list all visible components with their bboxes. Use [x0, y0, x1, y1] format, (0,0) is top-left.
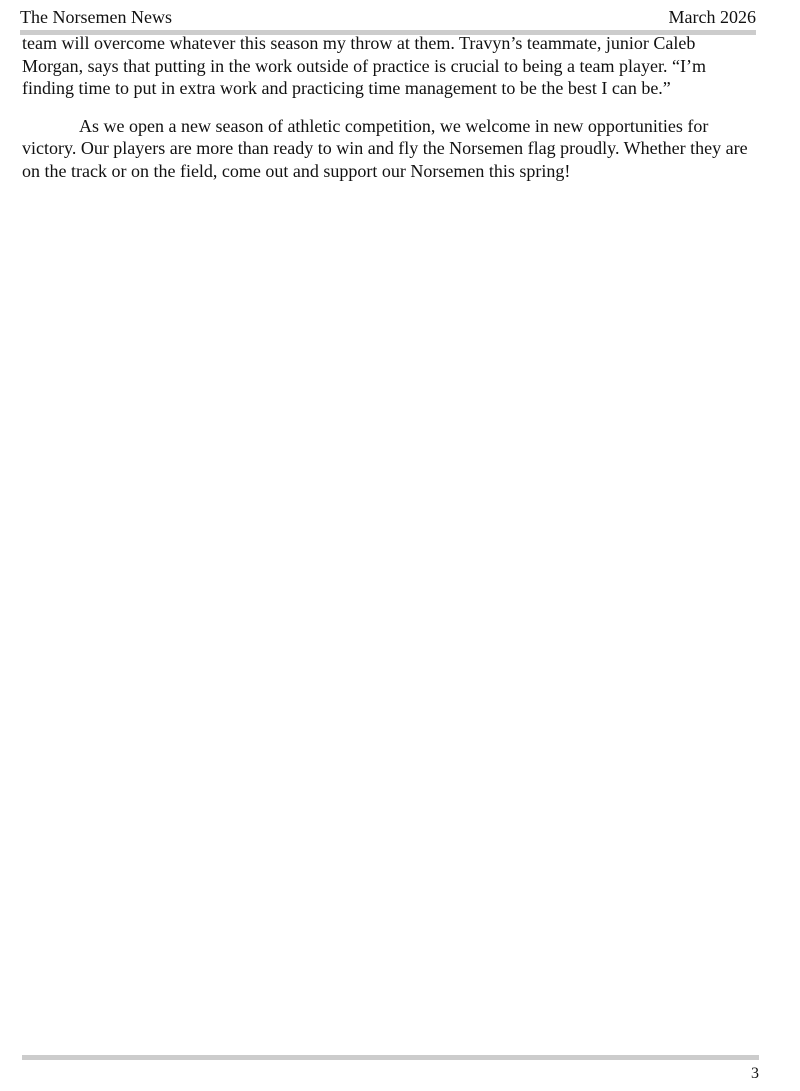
footer-divider	[22, 1055, 759, 1060]
publication-title: The Norsemen News	[20, 7, 172, 27]
article-paragraph: As we open a new season of athletic competition, we welcome in new opportunities for victory. Our players are more than ready to win and fly the Norsemen flag proudly. Whether they are on the track or on the field, come out and support our Norsemen this spring!	[22, 115, 748, 181]
article-body	[22, 32, 760, 182]
article-paragraph: team will overcome whatever this season my throw at them. Travyn’s teammate, junior Caleb Morgan, says that putting in the work outside of practice is crucial to being a team player. “I’m finding time to put in extra work and practicing time management to be the best I can be.”	[22, 33, 706, 98]
page-header	[20, 6, 756, 28]
issue-date: March 2026	[668, 7, 756, 27]
page-number: 3	[751, 1065, 759, 1082]
